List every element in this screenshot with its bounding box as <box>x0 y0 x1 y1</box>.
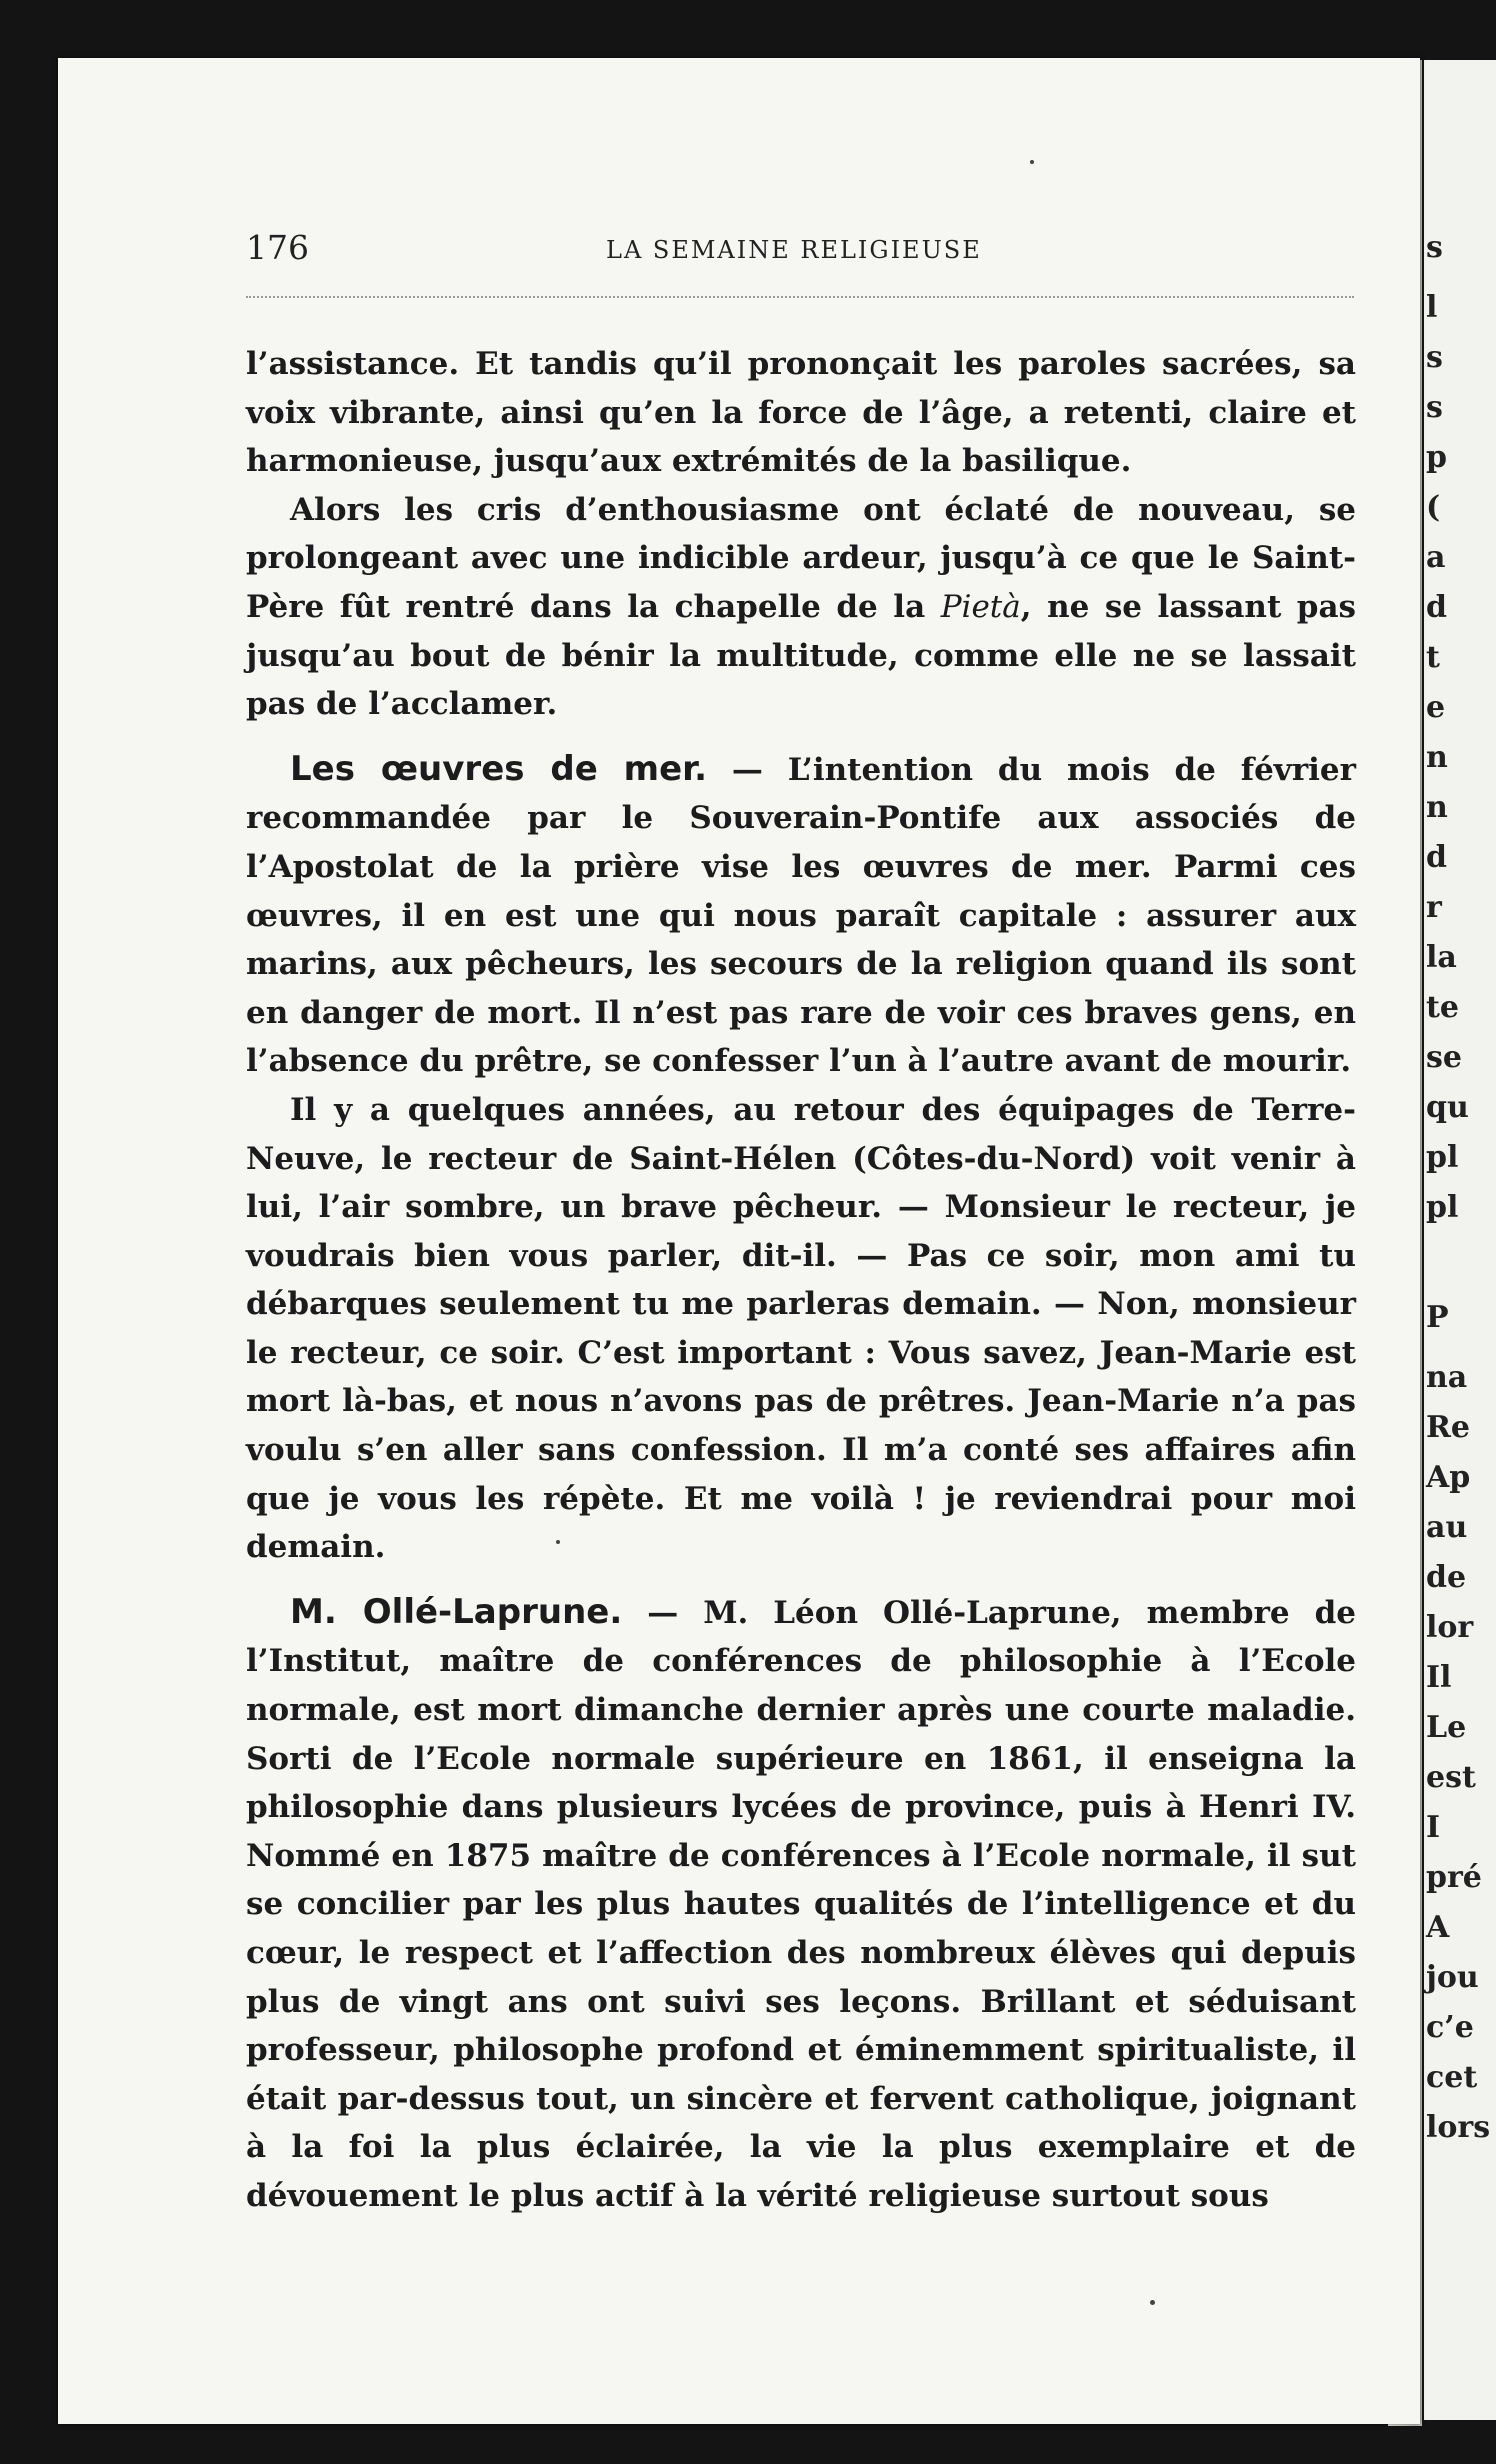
facing-page-fragment: Ap <box>1426 1460 1471 1495</box>
header-rule <box>246 296 1354 298</box>
facing-page-fragment: cet <box>1426 2060 1478 2095</box>
page-number: 176 <box>246 228 309 267</box>
italic-term: Pietà <box>940 588 1021 625</box>
facing-page-fragment: te <box>1426 990 1459 1025</box>
facing-page-fragment: na <box>1426 1360 1468 1395</box>
facing-page-edge <box>1424 60 1496 2420</box>
facing-page-fragment: Re <box>1426 1410 1471 1445</box>
paragraph-terre-neuve <box>246 1086 1356 1572</box>
facing-page-fragment: A <box>1426 1910 1450 1945</box>
facing-page-fragment: pré <box>1426 1860 1482 1895</box>
facing-page-fragment: c’e <box>1426 2010 1474 2045</box>
paragraph-text: Il y a quelques années, au retour des équipages de Terre-Neuve, le recteur de Saint-Hélen (Côtes-du-Nord) voit venir à lui, l’air sombre, un brave pêcheur. — Monsieur le recteur, je voudrais bien vous parler, dit-il. — Pas ce soir, mon ami tu débarques seulement tu me parleras demain. — Non, monsieur le recteur, ce soir. C’est important : Vous savez, Jean-Marie est mort là-bas, et nous n’avons pas de prêtres. Jean-Marie n’a pas voulu s’en aller sans confession. Il m’a conté ses affaires afin que je vous les répète. Et me voilà ! je reviendrai pour moi demain. <box>246 1091 1356 1566</box>
facing-page-fragment: la <box>1426 940 1457 975</box>
paragraph-text: l’assistance. Et tandis qu’il prononçait les paroles sacrées, sa voix vibrante, ainsi qu’en la force de l’âge, a retenti, claire et harmonieuse, jusqu’aux extrémités de la basilique. <box>246 346 1356 480</box>
facing-page-fragment: Il <box>1426 1660 1452 1695</box>
section-title: Les œuvres de mer. <box>290 748 707 789</box>
facing-page-fragment: e <box>1426 690 1446 725</box>
facing-page-fragment: se <box>1426 1040 1462 1075</box>
facing-page-fragment: s <box>1426 230 1443 265</box>
facing-page-fragment: n <box>1426 740 1448 775</box>
facing-page-fragment: s <box>1426 390 1443 425</box>
facing-page-fragment: P <box>1426 1300 1449 1335</box>
page-header <box>246 228 1354 268</box>
facing-page-fragment: pl <box>1426 1140 1459 1175</box>
scan-speck <box>1030 160 1034 164</box>
facing-page-fragment: pl <box>1426 1190 1459 1225</box>
facing-page-fragment: I <box>1426 1810 1441 1845</box>
facing-page-fragment: s <box>1426 340 1443 375</box>
paragraph-oeuvres-de-mer <box>246 745 1356 1086</box>
facing-page-fragment: lor <box>1426 1610 1474 1645</box>
paragraph-text: , ne se lassant pas jusqu’au bout de bénir la multitude, comme elle ne se lassait pas de l’acclamer. <box>246 588 1357 723</box>
section-title: M. Ollé-Laprune. <box>290 1591 623 1632</box>
facing-page-fragment: qu <box>1426 1090 1469 1125</box>
facing-page-fragment: l <box>1426 290 1438 325</box>
facing-page-fragment: d <box>1426 840 1447 875</box>
paragraph-assistance <box>246 340 1356 486</box>
facing-page-fragment: Le <box>1426 1710 1467 1745</box>
paragraph-olle-laprune <box>246 1588 1356 2221</box>
facing-page-fragment: lors <box>1426 2110 1491 2145</box>
facing-page-fragment: p <box>1426 440 1447 475</box>
scan-speck <box>1150 2300 1155 2305</box>
paragraph-acclamation <box>246 486 1356 729</box>
paragraph-text: — M. Léon Ollé-Laprune, membre de l’Institut, maître de conférences de philosophie à l’Ecole normale, est mort dimanche dernier après une courte maladie. Sorti de l’Ecole normale supérieure en 1861, il enseigna la philosophie dans plusieurs lycées de province, puis à Henri IV. Nommé en 1875 maître de conférences à l’Ecole normale, il sut se concilier par les plus hautes qualités de l’intelligence et du cœur, le respect et l’affection des nombreux élèves qui depuis plus de vingt ans ont suivi ses leçons. Brillant et séduisant professeur, philosophe profond et éminemment spiritualiste, il était par-dessus tout, un sincère et fervent catholique, joignant à la foi la plus éclairée, la vie la plus exemplaire et de dévouement le plus actif à la vérité religieuse surtout sous <box>246 1594 1356 2214</box>
running-title: LA SEMAINE RELIGIEUSE <box>606 236 982 264</box>
facing-page-fragment: est <box>1426 1760 1476 1795</box>
paragraph-text: — L’intention du mois de février recommandée par le Souverain-Pontife aux associés de l’Apostolat de la prière vise les œuvres de mer. Parmi ces œuvres, il en est une qui nous paraît capitale : assurer aux marins, aux pêcheurs, les secours de la religion quand ils sont en danger de mort. Il n’est pas rare de voir ces braves gens, en l’absence du prêtre, se confesser l’un à l’autre avant de mourir. <box>246 751 1356 1080</box>
paragraph-text: Alors les cris d’enthousiasme ont éclaté de nouveau, se prolongeant avec une indicible ardeur, jusqu’à ce que le Saint-Père fût rentré dans la chapelle de la <box>246 491 1356 625</box>
facing-page-fragment: au <box>1426 1510 1468 1545</box>
facing-page-fragment: r <box>1426 890 1442 925</box>
page-body <box>246 340 1356 2221</box>
scan-speck <box>556 1540 560 1544</box>
facing-page-fragment: a <box>1426 540 1446 575</box>
facing-page-fragment: de <box>1426 1560 1467 1595</box>
facing-page-fragment: n <box>1426 790 1448 825</box>
facing-page-fragment: d <box>1426 590 1447 625</box>
facing-page-fragment: ( <box>1426 490 1441 525</box>
facing-page-fragment: t <box>1426 640 1440 675</box>
facing-page-fragment: jou <box>1426 1960 1479 1995</box>
